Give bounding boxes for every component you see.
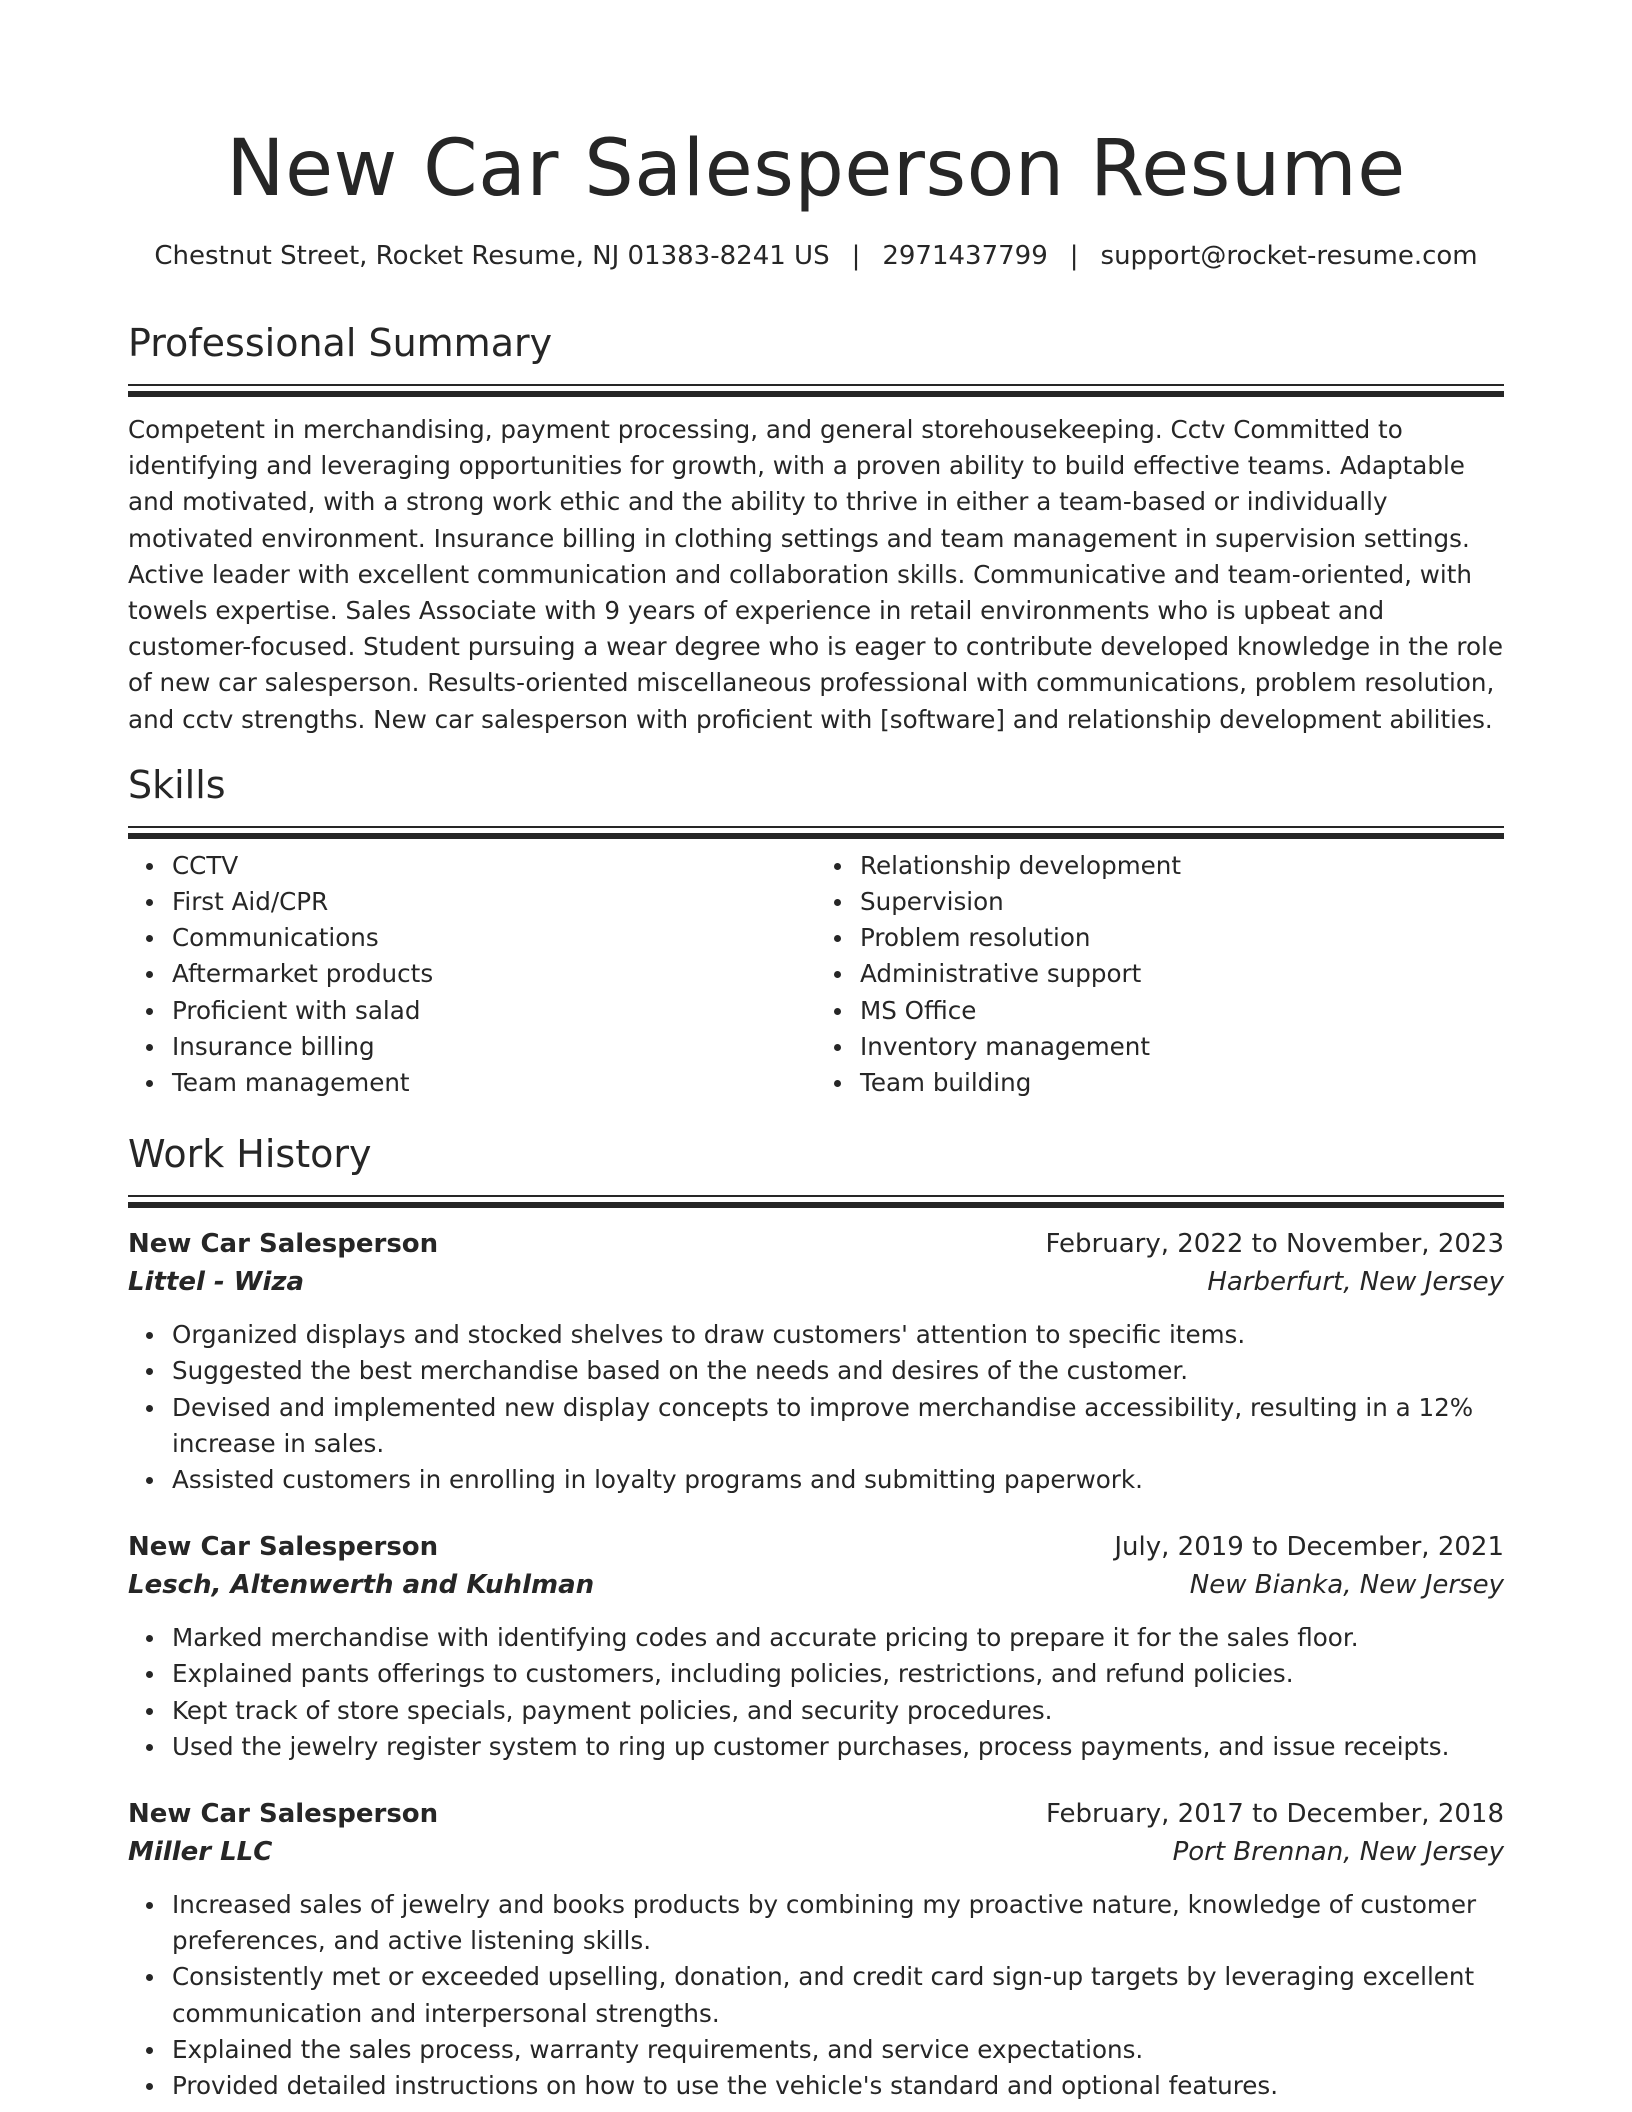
- job-bullet: Consistently met or exceeded upselling, donation, and credit card sign-up targets by leveraging excellent communication and interpersonal strengths.: [172, 1959, 1504, 2031]
- job-title: New Car Salesperson: [128, 1229, 439, 1260]
- skill-item: Aftermarket products: [172, 956, 816, 992]
- job-entry: [128, 1225, 1504, 1498]
- job-header: [128, 1528, 1504, 1566]
- skill-item: MS Office: [860, 993, 1504, 1029]
- job-dates: February, 2022 to November, 2023: [1045, 1229, 1504, 1260]
- skill-item: Proficient with salad: [172, 993, 816, 1029]
- job-bullet: Explained the sales process, warranty requirements, and service expectations.: [172, 2032, 1504, 2068]
- skill-item: Problem resolution: [860, 920, 1504, 956]
- job-title: New Car Salesperson: [128, 1799, 439, 1830]
- skills-heading: Skills: [128, 762, 226, 807]
- job-bullet: Provided detailed instructions on how to use the vehicle's standard and optional features.: [172, 2068, 1504, 2104]
- contact-address: Chestnut Street, Rocket Resume, NJ 01383-8241 US: [154, 241, 830, 271]
- skill-item: Supervision: [860, 884, 1504, 920]
- job-entry: [128, 1528, 1504, 1765]
- section-divider: [128, 826, 1504, 840]
- job-bullet: Increased sales of jewelry and books products by combining my proactive nature, knowledge of customer preferences, and active listening skills.: [172, 1887, 1504, 1959]
- skills-column-left: [128, 848, 816, 1101]
- skills-grid: [128, 848, 1504, 1101]
- skills-section: [128, 760, 1504, 1101]
- job-subheader: [128, 1566, 1504, 1604]
- job-location: Harberfurt, New Jersey: [1207, 1267, 1504, 1298]
- skills-column-right: [816, 848, 1504, 1101]
- job-subheader: [128, 1833, 1504, 1871]
- section-divider: [128, 384, 1504, 398]
- skill-item: CCTV: [172, 848, 816, 884]
- job-company: Lesch, Altenwerth and Kuhlman: [128, 1570, 595, 1601]
- job-bullet: Assisted customers in enrolling in loyalty programs and submitting paperwork.: [172, 1462, 1504, 1498]
- contact-phone: 2971437799: [882, 241, 1048, 271]
- job-subheader: [128, 1263, 1504, 1301]
- skill-item: Team management: [172, 1065, 816, 1101]
- job-bullet: Used the jewelry register system to ring up customer purchases, process payments, and issue receipts.: [172, 1729, 1504, 1765]
- contact-email: support@rocket-resume.com: [1100, 241, 1478, 271]
- job-bullets: [128, 1887, 1504, 2104]
- contact-line: [128, 238, 1504, 274]
- summary-heading: Professional Summary: [128, 321, 553, 365]
- skill-item: Insurance billing: [172, 1029, 816, 1065]
- job-dates: February, 2017 to December, 2018: [1045, 1799, 1504, 1830]
- job-bullets: [128, 1620, 1504, 1765]
- resume-page: [128, 0, 1504, 2104]
- job-location: New Bianka, New Jersey: [1189, 1570, 1504, 1601]
- job-header: [128, 1225, 1504, 1263]
- job-location: Port Brennan, New Jersey: [1172, 1837, 1504, 1868]
- job-bullet: Kept track of store specials, payment policies, and security procedures.: [172, 1693, 1504, 1729]
- job-bullet: Marked merchandise with identifying codes and accurate pricing to prepare it for the sales floor.: [172, 1620, 1504, 1656]
- skill-item: Team building: [860, 1065, 1504, 1101]
- job-bullet: Suggested the best merchandise based on the needs and desires of the customer.: [172, 1353, 1504, 1389]
- contact-separator: |: [851, 241, 861, 271]
- skill-item: First Aid/CPR: [172, 884, 816, 920]
- skill-item: Administrative support: [860, 956, 1504, 992]
- resume-title: New Car Salesperson Resume: [226, 124, 1406, 214]
- work-history-heading: Work History: [128, 1132, 372, 1177]
- skill-item: Inventory management: [860, 1029, 1504, 1065]
- summary-text: Competent in merchandising, payment processing, and general storehousekeeping. Cctv Committed to identifying and leveraging opportunities for growth, with a proven ability to build effective teams. Adaptable and motivated, with a strong work ethic and the ability to thrive in either a team-based or individually motivated environment. Insurance billing in clothing settings and team management in supervision settings. Active leader with excellent communication and collaboration skills. Communicative and team-oriented, with towels expertise. Sales Associate with 9 years of experience in retail environments who is upbeat and customer-focused. Student pursuing a wear degree who is eager to contribute developed knowledge in the role of new car salesperson. Results-oriented miscellaneous professional with communications, problem resolution, and cctv strengths. New car salesperson with proficient with [software] and relationship development abilities.: [128, 415, 1503, 734]
- job-bullet: Explained pants offerings to customers, including policies, restrictions, and refund policies.: [172, 1656, 1504, 1692]
- section-divider: [128, 1195, 1504, 1209]
- job-title: New Car Salesperson: [128, 1532, 439, 1563]
- skill-item: Communications: [172, 920, 816, 956]
- contact-separator: |: [1069, 241, 1079, 271]
- work-history-section: [128, 1129, 1504, 2104]
- job-entry: [128, 1795, 1504, 2104]
- job-dates: July, 2019 to December, 2021: [1114, 1532, 1504, 1563]
- summary-section: [128, 318, 1504, 738]
- job-company: Littel - Wiza: [128, 1267, 305, 1298]
- job-company: Miller LLC: [128, 1837, 273, 1868]
- job-header: [128, 1795, 1504, 1833]
- job-bullets: [128, 1317, 1504, 1498]
- job-bullet: Organized displays and stocked shelves to draw customers' attention to specific items.: [172, 1317, 1504, 1353]
- skill-item: Relationship development: [860, 848, 1504, 884]
- job-bullet: Devised and implemented new display concepts to improve merchandise accessibility, resulting in a 12% increase in sales.: [172, 1390, 1504, 1462]
